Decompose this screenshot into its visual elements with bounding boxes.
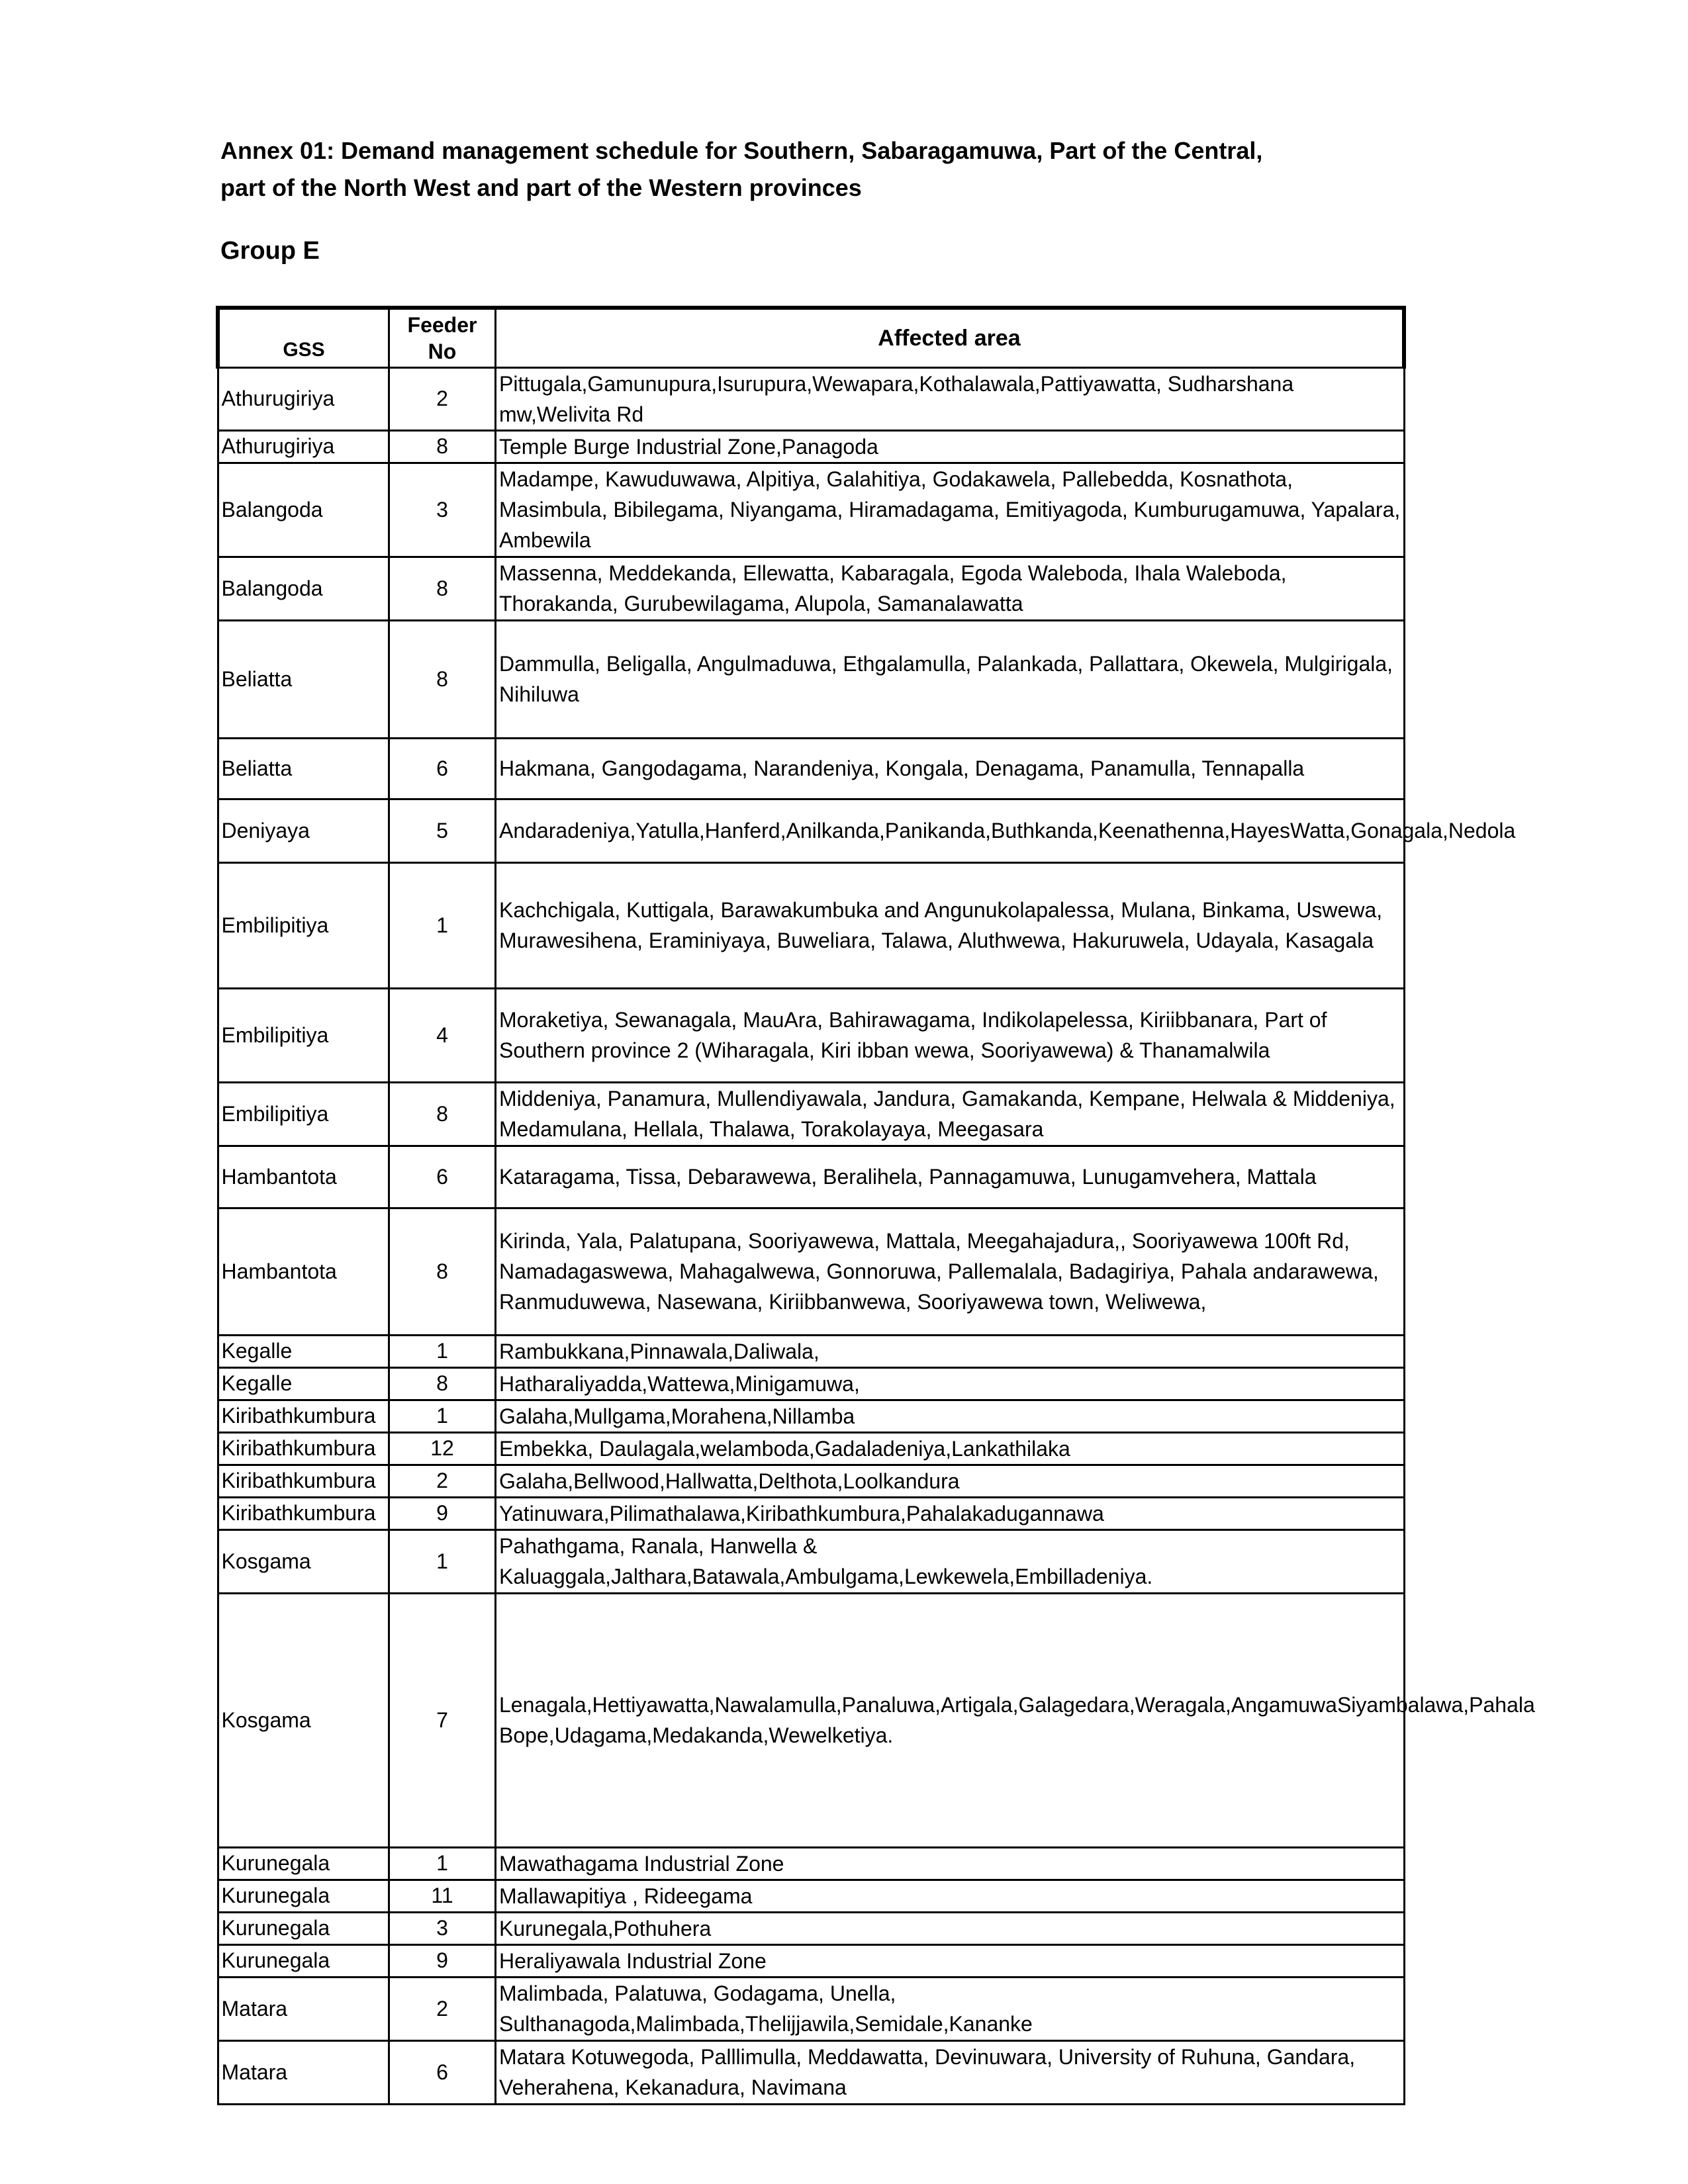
gss-cell: Kiribathkumbura bbox=[218, 1400, 389, 1432]
gss-cell: Matara bbox=[218, 2040, 389, 2104]
feeder-cell: 6 bbox=[389, 1146, 496, 1208]
feeder-cell: 5 bbox=[389, 799, 496, 862]
column-header-feeder bbox=[389, 308, 496, 367]
feeder-header-line-2: No bbox=[428, 339, 457, 363]
area-cell: Yatinuwara,Pilimathalawa,Kiribathkumbura,Pahalakadugannawa bbox=[496, 1497, 1405, 1529]
gss-cell: Kiribathkumbura bbox=[218, 1497, 389, 1529]
table-row bbox=[218, 1432, 1404, 1465]
column-header-area: Affected area bbox=[496, 308, 1405, 367]
feeder-cell: 4 bbox=[389, 988, 496, 1082]
gss-cell: Balangoda bbox=[218, 557, 389, 620]
table-row bbox=[218, 988, 1404, 1082]
column-header-gss: GSS bbox=[218, 308, 389, 367]
gss-cell: Beliatta bbox=[218, 620, 389, 738]
feeder-cell: 8 bbox=[389, 1082, 496, 1146]
table-row bbox=[218, 1847, 1404, 1880]
table-header bbox=[218, 308, 1404, 367]
feeder-cell: 1 bbox=[389, 1847, 496, 1880]
table-row bbox=[218, 1912, 1404, 1944]
table-row bbox=[218, 862, 1404, 988]
gss-cell: Embilipitiya bbox=[218, 1082, 389, 1146]
group-label: Group E bbox=[220, 237, 320, 265]
table-row bbox=[218, 1208, 1404, 1335]
area-cell: Pittugala,Gamunupura,Isurupura,Wewapara,Kothalawala,Pattiyawatta, Sudharshana mw,Welivita Rd bbox=[496, 367, 1405, 430]
area-cell: Temple Burge Industrial Zone,Panagoda bbox=[496, 430, 1405, 463]
feeder-cell: 8 bbox=[389, 1208, 496, 1335]
table-row bbox=[218, 738, 1404, 799]
area-cell: Pahathgama, Ranala, Hanwella & Kaluaggala,Jalthara,Batawala,Ambulgama,Lewkewela,Embilladeniya. bbox=[496, 1529, 1405, 1593]
area-cell: Mallawapitiya , Rideegama bbox=[496, 1880, 1405, 1912]
gss-cell: Kurunegala bbox=[218, 1944, 389, 1977]
table-row bbox=[218, 367, 1404, 430]
area-cell: Hatharaliyadda,Wattewa,Minigamuwa, bbox=[496, 1367, 1405, 1400]
feeder-cell: 1 bbox=[389, 1400, 496, 1432]
feeder-cell: 8 bbox=[389, 1367, 496, 1400]
gss-cell: Hambantota bbox=[218, 1208, 389, 1335]
feeder-cell: 8 bbox=[389, 620, 496, 738]
area-cell: Kirinda, Yala, Palatupana, Sooriyawewa, Mattala, Meegahajadura,, Sooriyawewa 100ft Rd, Namadagaswewa, Mahagalwewa, Gonnoruwa, Pallemalala, Badagiriya, Pahala andarawewa, Ranmuduwewa, Nasewana, Kiriibbanwewa, Sooriyawewa town, Weliwewa, bbox=[496, 1208, 1405, 1335]
feeder-cell: 11 bbox=[389, 1880, 496, 1912]
table-body bbox=[218, 367, 1535, 2104]
feeder-cell: 1 bbox=[389, 1529, 496, 1593]
table-row bbox=[218, 1880, 1404, 1912]
gss-cell: Kegalle bbox=[218, 1335, 389, 1367]
area-cell: Kataragama, Tissa, Debarawewa, Beralihela, Pannagamuwa, Lunugamvehera, Mattala bbox=[496, 1146, 1405, 1208]
table-row bbox=[218, 1335, 1404, 1367]
table-row bbox=[218, 1977, 1404, 2040]
area-cell: Hakmana, Gangodagama, Narandeniya, Kongala, Denagama, Panamulla, Tennapalla bbox=[496, 738, 1405, 799]
gss-cell: Kosgama bbox=[218, 1593, 389, 1847]
area-cell: Heraliyawala Industrial Zone bbox=[496, 1944, 1405, 1977]
table-row bbox=[218, 1400, 1404, 1432]
table-row bbox=[218, 620, 1404, 738]
table-row bbox=[218, 1593, 1404, 1847]
area-cell: Mawathagama Industrial Zone bbox=[496, 1847, 1405, 1880]
table-row bbox=[218, 799, 1404, 862]
area-cell: Madampe, Kawuduwawa, Alpitiya, Galahitiya, Godakawela, Pallebedda, Kosnathota, Masimbula, Bibilegama, Niyangama, Hiramadagama, Emitiyagoda, Kumburugamuwa, Yapalara, Ambewila bbox=[496, 463, 1405, 557]
gss-cell: Kurunegala bbox=[218, 1847, 389, 1880]
area-cell: Dammulla, Beligalla, Angulmaduwa, Ethgalamulla, Palankada, Pallattara, Okewela, Mulgirigala, Nihiluwa bbox=[496, 620, 1405, 738]
area-cell: Middeniya, Panamura, Mullendiyawala, Jandura, Gamakanda, Kempane, Helwala & Middeniya, Medamulana, Hellala, Thalawa, Torakolayaya, Meegasara bbox=[496, 1082, 1405, 1146]
title-line-2: part of the North West and part of the Western provinces bbox=[220, 174, 862, 201]
table-row bbox=[218, 463, 1404, 557]
header-row bbox=[218, 308, 1404, 367]
gss-cell: Kiribathkumbura bbox=[218, 1432, 389, 1465]
area-cell: Moraketiya, Sewanagala, MauAra, Bahirawagama, Indikolapelessa, Kiriibbanara, Part of Southern province 2 (Wiharagala, Kiri ibban wewa, Sooriyawewa) & Thanamalwila bbox=[496, 988, 1405, 1082]
area-cell: Kachchigala, Kuttigala, Barawakumbuka and Angunukolapalessa, Mulana, Binkama, Uswewa, Murawesihena, Eraminiyaya, Buweliara, Talawa, Aluthwewa, Hakuruwela, Udayala, Kasagala bbox=[496, 862, 1405, 988]
feeder-cell: 8 bbox=[389, 430, 496, 463]
gss-cell: Kurunegala bbox=[218, 1912, 389, 1944]
gss-cell: Matara bbox=[218, 1977, 389, 2040]
feeder-cell: 9 bbox=[389, 1497, 496, 1529]
feeder-cell: 6 bbox=[389, 2040, 496, 2104]
feeder-cell: 2 bbox=[389, 367, 496, 430]
table-row bbox=[218, 1367, 1404, 1400]
gss-cell: Deniyaya bbox=[218, 799, 389, 862]
area-cell: Lenagala,Hettiyawatta,Nawalamulla,Panaluwa,Artigala,Galagedara,Weragala,AngamuwaSiyambalawa,Pahala Bope,Udagama,Medakanda,Wewelketiya. bbox=[496, 1593, 1405, 1847]
gss-cell: Athurugiriya bbox=[218, 430, 389, 463]
feeder-cell: 6 bbox=[389, 738, 496, 799]
feeder-cell: 12 bbox=[389, 1432, 496, 1465]
gss-cell: Beliatta bbox=[218, 738, 389, 799]
gss-cell: Athurugiriya bbox=[218, 367, 389, 430]
gss-cell: Kurunegala bbox=[218, 1880, 389, 1912]
feeder-cell: 1 bbox=[389, 1335, 496, 1367]
area-cell: Kurunegala,Pothuhera bbox=[496, 1912, 1405, 1944]
gss-cell: Kiribathkumbura bbox=[218, 1465, 389, 1497]
feeder-cell: 1 bbox=[389, 862, 496, 988]
gss-cell: Kosgama bbox=[218, 1529, 389, 1593]
area-cell: Andaradeniya,Yatulla,Hanferd,Anilkanda,Panikanda,Buthkanda,Keenathenna,HayesWatta,Gonagala,Nedola bbox=[496, 799, 1405, 862]
gss-cell: Embilipitiya bbox=[218, 862, 389, 988]
gss-cell: Balangoda bbox=[218, 463, 389, 557]
feeder-cell: 9 bbox=[389, 1944, 496, 1977]
title-line-1: Annex 01: Demand management schedule for Southern, Sabaragamuwa, Part of the Central, bbox=[220, 137, 1263, 164]
table-row bbox=[218, 1465, 1404, 1497]
table-row bbox=[218, 1944, 1404, 1977]
area-cell: Embekka, Daulagala,welamboda,Gadaladeniya,Lankathilaka bbox=[496, 1432, 1405, 1465]
feeder-cell: 3 bbox=[389, 463, 496, 557]
area-cell: Rambukkana,Pinnawala,Daliwala, bbox=[496, 1335, 1405, 1367]
area-cell: Matara Kotuwegoda, Palllimulla, Meddawatta, Devinuwara, University of Ruhuna, Gandara, Veherahena, Kekanadura, Navimana bbox=[496, 2040, 1405, 2104]
feeder-cell: 2 bbox=[389, 1977, 496, 2040]
table-row bbox=[218, 1529, 1404, 1593]
feeder-cell: 3 bbox=[389, 1912, 496, 1944]
table-row bbox=[218, 1497, 1404, 1529]
document-heading bbox=[220, 132, 1478, 206]
feeder-cell: 2 bbox=[389, 1465, 496, 1497]
feeder-header-line-1: Feeder bbox=[407, 312, 477, 337]
gss-cell: Kegalle bbox=[218, 1367, 389, 1400]
area-cell: Malimbada, Palatuwa, Godagama, Unella, Sulthanagoda,Malimbada,Thelijjawila,Semidale,Kananke bbox=[496, 1977, 1405, 2040]
table-row bbox=[218, 1146, 1404, 1208]
schedule-table bbox=[216, 306, 1535, 2105]
gss-cell: Hambantota bbox=[218, 1146, 389, 1208]
feeder-cell: 7 bbox=[389, 1593, 496, 1847]
table-row bbox=[218, 430, 1404, 463]
table-row bbox=[218, 557, 1404, 620]
table-row bbox=[218, 2040, 1404, 2104]
gss-cell: Embilipitiya bbox=[218, 988, 389, 1082]
table-row bbox=[218, 1082, 1404, 1146]
area-cell: Galaha,Mullgama,Morahena,Nillamba bbox=[496, 1400, 1405, 1432]
area-cell: Galaha,Bellwood,Hallwatta,Delthota,Loolkandura bbox=[496, 1465, 1405, 1497]
feeder-cell: 8 bbox=[389, 557, 496, 620]
area-cell: Massenna, Meddekanda, Ellewatta, Kabaragala, Egoda Waleboda, Ihala Waleboda, Thorakanda, Gurubewilagama, Alupola, Samanalawatta bbox=[496, 557, 1405, 620]
